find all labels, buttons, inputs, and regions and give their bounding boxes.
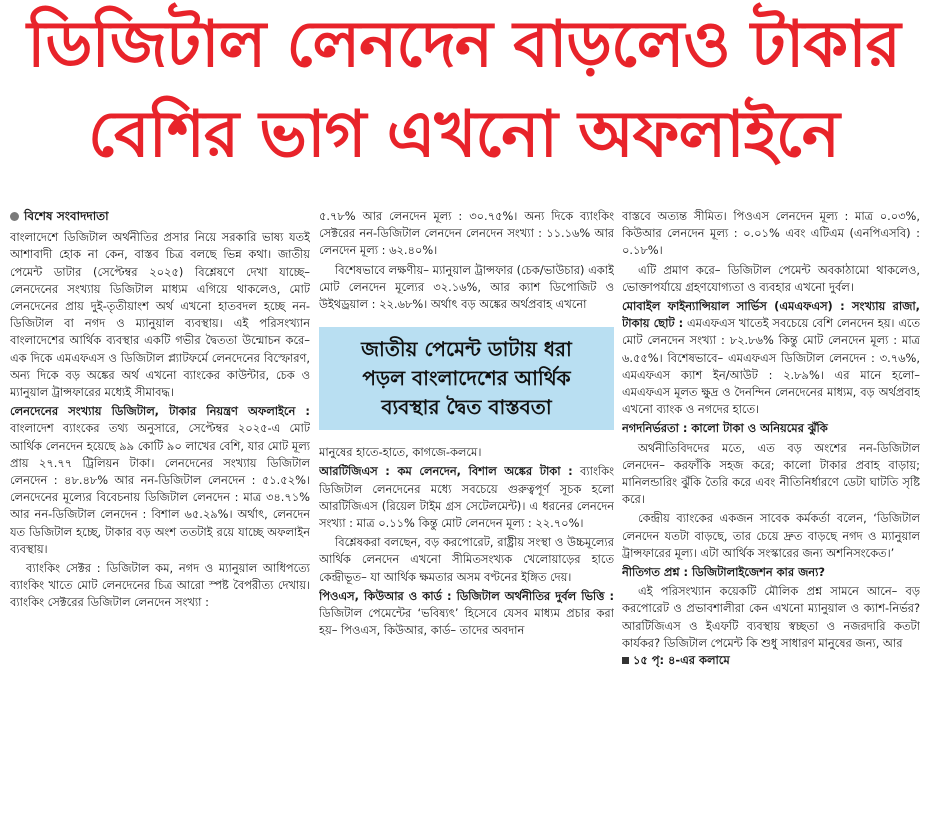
- continuation-text: ১৫ পৃ: ৪-এর কলামে: [633, 653, 730, 668]
- paragraph-text: এমএফএস খাতেই সবচেয়ে বেশি লেনদেন হয়। এতে মোট লেনদেন সংখ্যা : ৮২.৮৬% কিন্তু মোট লেনদেন মূল্য : মাত্র ৬.৫৫%। বিশেষভাবে– এমএফএস ডিজিটাল লেনদেন : ৩.৭৬%, এমএফএস ক্যাশ ইন/আউট : ২.৮৯%। এর মানে হলো– এমএফএস মূলত ক্ষুদ্র ও দৈনন্দিন লেনদেনের মাধ্যম, বড় অর্থপ্রবাহ এখনো ব্যাংক ও নগদের হাতে।: [622, 316, 920, 417]
- col2-body-bottom: [319, 444, 614, 639]
- paragraph-text: ব্যাংকিং ডিজিটাল লেনদেনের মধ্যে সবচেয়ে গুরুত্বপূর্ণ সূচক হলো আরটিজিএস (রিয়েল টাইম গ্রস সেটেলমেন্ট)। এ ধরনের লেনদেন সংখ্যা : মাত্র ০.১১% কিন্তু মোট লেনদেন মূল্য : ২২.৭০%।: [319, 464, 614, 531]
- pull-quote-line-3: ব্যবস্থার দ্বৈত বাস্তবতা: [381, 395, 552, 420]
- byline-text: বিশেষ সংবাদদাতা: [24, 209, 109, 223]
- subhead: পিওএস, কিউআর ও কার্ড : ডিজিটাল অর্থনীতির দুর্বল ভিত্তি :: [319, 588, 614, 603]
- pull-quote: [319, 327, 614, 430]
- col3-body: [622, 208, 920, 652]
- byline: [10, 208, 310, 225]
- paragraph: [622, 208, 920, 260]
- paragraph: [622, 262, 920, 296]
- continuation-note: [622, 652, 920, 669]
- paragraph: [10, 403, 310, 558]
- paragraph-text: বিশ্লেষকরা বলছেন, বড় করপোরেট, রাষ্ট্রীয় সংস্থা ও উচ্চমূল্যের আর্থিক লেনদেন এখনো সীমিতসংখ্যক খেলোয়াড়ের হাতে কেন্দ্রীভূত– যা আর্থিক ক্ষমতার অসম বণ্টনের ইঙ্গিত দেয়।: [319, 535, 614, 584]
- paragraph-text: এটি প্রমাণ করে– ডিজিটাল পেমেন্ট অবকাঠামো থাকলেও, ভোক্তাপর্যায়ে গ্রহণযোগ্যতা ও ব্যবহার এখনো দুর্বল।: [622, 262, 920, 294]
- paragraph: [622, 440, 920, 509]
- article-column-2: [319, 208, 614, 830]
- paragraph: [622, 510, 920, 562]
- paragraph-text: মানুষের হাতে-হাতে, কাগজে-কলমে।: [319, 445, 482, 460]
- paragraph-text: ৫.৭৮% আর লেনদেন মূল্য : ৩০.৭৫%। অন্য দিকে ব্যাংকিং সেক্টরের নন-ডিজিটাল লেনদেন লেনদেন সংখ্যা : ১১.১৬% আর লেনদেন মূল্য : ৬২.৪০%।: [319, 209, 614, 258]
- square-bullet-icon: [622, 657, 629, 664]
- col1-body: [10, 229, 310, 611]
- paragraph: [622, 583, 920, 652]
- paragraph: [10, 560, 310, 612]
- subhead: নগদনির্ভরতা : কালো টাকা ও অনিয়মের ঝুঁকি: [622, 421, 828, 436]
- paragraph-text: বিশেষভাবে লক্ষণীয়– ম্যানুয়াল ট্রান্সফার (চেক/ভাউচার) একাই মোট লেনদেন মূল্যের ৩২.১৬%, আর ক্যাশ ডিপোজিট ও উইথড্রয়াল : ২২.৬৮%। অর্থাৎ বড় অঙ্কের অর্থপ্রবাহ এখনো: [319, 262, 614, 312]
- paragraph-text: বাংলাদেশে ডিজিটাল অর্থনীতির প্রসার নিয়ে সরকারি ভাষ্য যতই আশাবাদী হোক না কেন, বাস্তব চিত্র বলছে ভিন্ন কথা। জাতীয় পেমেন্ট ডাটার (সেপ্টেম্বর ২০২৫) বিশ্লেষণে দেখা যাচ্ছে– লেনদেনের সংখ্যায় ডিজিটাল মাধ্যম এগিয়ে থাকলেও, মোট লেনদেনের প্রায় দুই-তৃতীয়াংশ অর্থ এখনো হাতবদল হচ্ছে নন-ডিজিটাল বা নগদ ও ম্যানুয়াল ব্যবস্থায়। এই পরিসংখ্যান বাংলাদেশের আর্থিক ব্যবস্থার একটি গভীর দ্বৈততা উন্মোচন করে– এক দিকে এমএফএস ও ডিজিটাল প্ল্যাটফর্মে লেনদেনের বিস্ফোরণ, অন্য দিকে বড় অঙ্কের অর্থ এখনো ব্যাংকের কাউন্টার, চেক ও ম্যানুয়াল ট্রান্সফারের মধ্যেই সীমাবদ্ধ।: [10, 230, 310, 400]
- subhead: মোবাইল ফাইন্যান্সিয়াল সার্ভিস (এমএফএস) : সংখ্যায় রাজা, টাকায় ছোট :: [622, 299, 920, 331]
- pull-quote-line-2: পড়ল বাংলাদেশের আর্থিক: [362, 366, 571, 391]
- bullet-icon: [10, 212, 19, 221]
- pull-quote-line-1: জাতীয় পেমেন্ট ডাটায় ধরা: [361, 337, 572, 362]
- headline-line-1: ডিজিটাল লেনদেন বাড়লেও টাকার: [27, 8, 900, 82]
- paragraph: [319, 208, 614, 260]
- col2-body-top: [319, 208, 614, 313]
- paragraph-text: এই পরিসংখ্যান কয়েকটি মৌলিক প্রশ্ন সামনে আনে– বড় করপোরেট ও প্রভাবশালীরা কেন এখনো ম্যানুয়াল ও ক্যাশ-নির্ভর? আরটিজিএস ও ইএফটি ব্যবস্থায় স্বচ্ছতা ও নজরদারি কতটা কার্যকর? ডিজিটাল পেমেন্ট কি শুধু সাধারণ মানুষের জন্য, আর: [622, 584, 920, 650]
- paragraph-text: ব্যাংকিং সেক্টর : ডিজিটাল কম, নগদ ও ম্যানুয়াল আধিপত্যে ব্যাংকিং খাতে মোট লেনদেনের চিত্র আরো স্পষ্ট বৈপরীত্য দেখায়। ব্যাংকিং সেক্টরের ডিজিটাল লেনদেন সংখ্যা :: [10, 561, 310, 610]
- article-column-3: [622, 208, 920, 830]
- paragraph: [319, 444, 614, 461]
- subhead: নীতিগত প্রশ্ন : ডিজিটালাইজেশন কার জন্য?: [622, 565, 825, 580]
- paragraph-text: ডিজিটাল পেমেন্টের ‘ভবিষ্যৎ’ হিসেবে যেসব মাধ্যম প্রচার করা হয়– পিওএস, কিউআর, কার্ড– তাদের অবদান: [319, 606, 614, 638]
- paragraph: [10, 229, 310, 401]
- paragraph: [622, 298, 920, 418]
- headline: [0, 0, 927, 200]
- paragraph-text: বাংলাদেশ ব্যাংকের তথ্য অনুসারে, সেপ্টেম্বর ২০২৫-এ মোট আর্থিক লেনদেন হয়েছে ৯৯ কোটি ৯০ লাখের বেশি, যার মোট মূল্য প্রায় ২৭.৭৭ ট্রিলিয়ন টাকা। লেনদেনের সংখ্যায় ডিজিটাল লেনদেন : ৪৮.৪৮% আর নন-ডিজিটাল লেনদেন : ৫১.৫২%। লেনদেনের মূল্যের বিবেচনায় ডিজিটাল লেনদেন : মাত্র ৩৪.৭১% আর নন-ডিজিটাল লেনদেন : বিশাল ৬৫.২৯%। অর্থাৎ, লেনদেন যত ডিজিটাল হচ্ছে, টাকার বড় অংশ ততটাই রয়ে যাচ্ছে অফলাইন ব্যবস্থায়।: [10, 421, 310, 556]
- paragraph: [622, 564, 920, 581]
- subhead: আরটিজিএস : কম লেনদেন, বিশাল অঙ্কের টাকা :: [319, 464, 573, 479]
- article-column-1: [10, 208, 310, 830]
- paragraph-text: বাস্তবে অত্যন্ত সীমিত। পিওএস লেনদেন মূল্য : মাত্র ০.০৩%, কিউআর লেনদেন মূল্য : ০.০১% এবং এটিএম (এনপিএসবি) : ০.১৮%।: [622, 209, 920, 258]
- paragraph-text: কেন্দ্রীয় ব্যাংকের একজন সাবেক কর্মকর্তা বলেন, ‘ডিজিটাল লেনদেন যতটা বাড়ছে, তার চেয়ে দ্রুত বাড়ছে নগদ ও ম্যানুয়াল ট্রান্সফারের মূল্য। এটা আর্থিক সংস্কারের জন্য অশনিসংকেত।’: [622, 511, 920, 560]
- subhead: লেনদেনের সংখ্যায় ডিজিটাল, টাকার নিয়ন্ত্রণ অফলাইনে :: [10, 404, 310, 419]
- paragraph: [319, 262, 614, 314]
- headline-line-2: বেশির ভাগ এখনো অফলাইনে: [88, 98, 839, 172]
- paragraph: [319, 534, 614, 586]
- paragraph: [319, 463, 614, 532]
- paragraph-text: অর্থনীতিবিদদের মতে, এত বড় অংশের নন-ডিজিটাল লেনদেন– করফাঁকি সহজ করে; কালো টাকার প্রবাহ বাড়ায়; মানিলন্ডারিং ঝুঁকি তৈরি করে এবং নীতিনির্ধারণে ডেটা ঘাটতি সৃষ্টি করে।: [622, 440, 920, 507]
- paragraph: [319, 588, 614, 640]
- paragraph: [622, 420, 920, 437]
